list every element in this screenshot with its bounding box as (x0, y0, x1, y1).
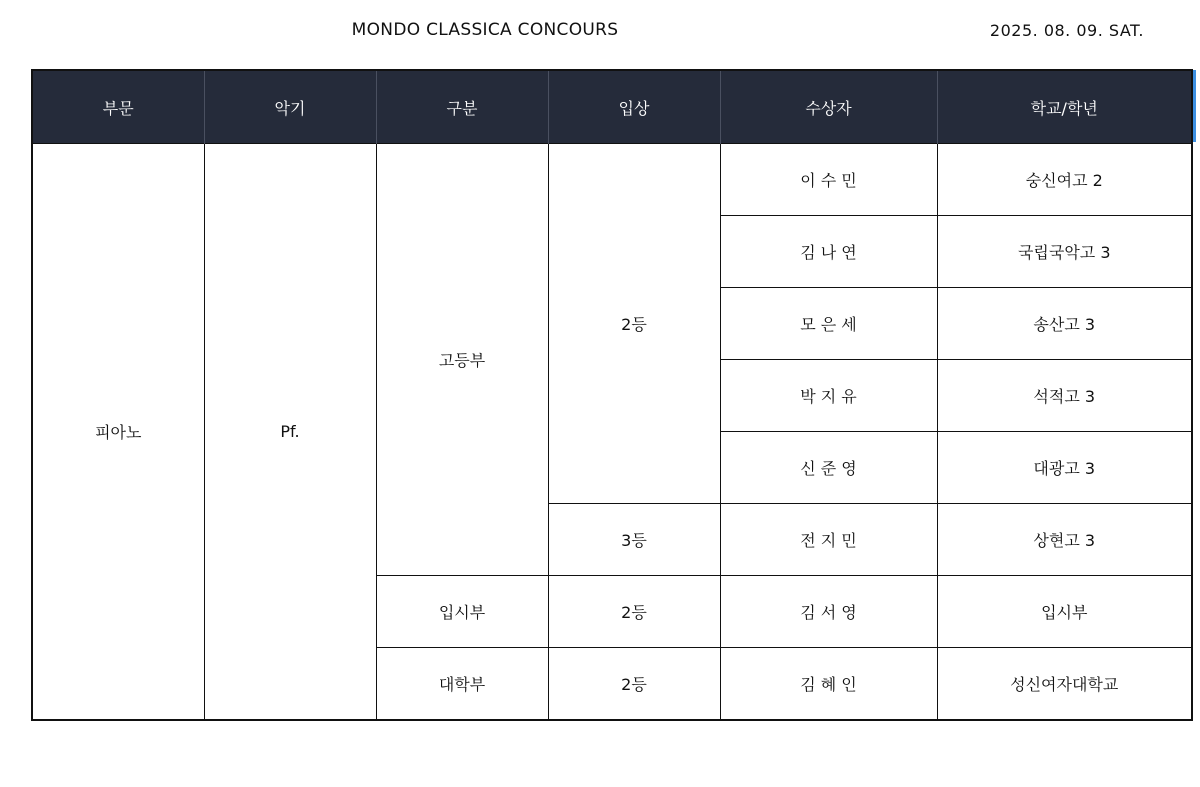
winner-cell: 이 수 민 (720, 144, 937, 216)
awards-table (31, 69, 1193, 721)
winner-cell: 김 나 연 (720, 216, 937, 288)
division-cell-university: 대학부 (376, 648, 548, 721)
document-title: MONDO CLASSICA CONCOURS (351, 20, 619, 40)
winner-cell: 김 혜 인 (720, 648, 937, 721)
event-date: 2025. 08. 09. SAT. (989, 21, 1144, 40)
table-row (32, 144, 1192, 216)
column-header-category: 부문 (32, 70, 204, 144)
column-header-winner: 수상자 (720, 70, 937, 144)
rank-cell-high-2nd: 2등 (548, 144, 720, 504)
rank-cell-high-3rd: 3등 (548, 504, 720, 576)
winner-cell: 모 은 세 (720, 288, 937, 360)
rank-cell-entrance-2nd: 2등 (548, 576, 720, 648)
division-cell-entrance: 입시부 (376, 576, 548, 648)
school-cell: 입시부 (937, 576, 1192, 648)
winner-cell: 김 서 영 (720, 576, 937, 648)
school-cell: 대광고 3 (937, 432, 1192, 504)
winner-cell: 신 준 영 (720, 432, 937, 504)
column-header-school: 학교/학년 (937, 70, 1192, 144)
school-cell: 상현고 3 (937, 504, 1192, 576)
column-header-rank: 입상 (548, 70, 720, 144)
column-header-division: 구분 (376, 70, 548, 144)
category-cell: 피아노 (32, 144, 204, 721)
school-cell: 성신여자대학교 (937, 648, 1192, 721)
column-header-instrument: 악기 (204, 70, 376, 144)
school-cell: 송산고 3 (937, 288, 1192, 360)
winner-cell: 전 지 민 (720, 504, 937, 576)
winner-cell: 박 지 유 (720, 360, 937, 432)
instrument-cell: Pf. (204, 144, 376, 721)
school-cell: 석적고 3 (937, 360, 1192, 432)
division-cell-high-school: 고등부 (376, 144, 548, 576)
table-header-row (32, 70, 1192, 144)
school-cell: 국립국악고 3 (937, 216, 1192, 288)
school-cell: 숭신여고 2 (937, 144, 1192, 216)
rank-cell-university-2nd: 2등 (548, 648, 720, 721)
